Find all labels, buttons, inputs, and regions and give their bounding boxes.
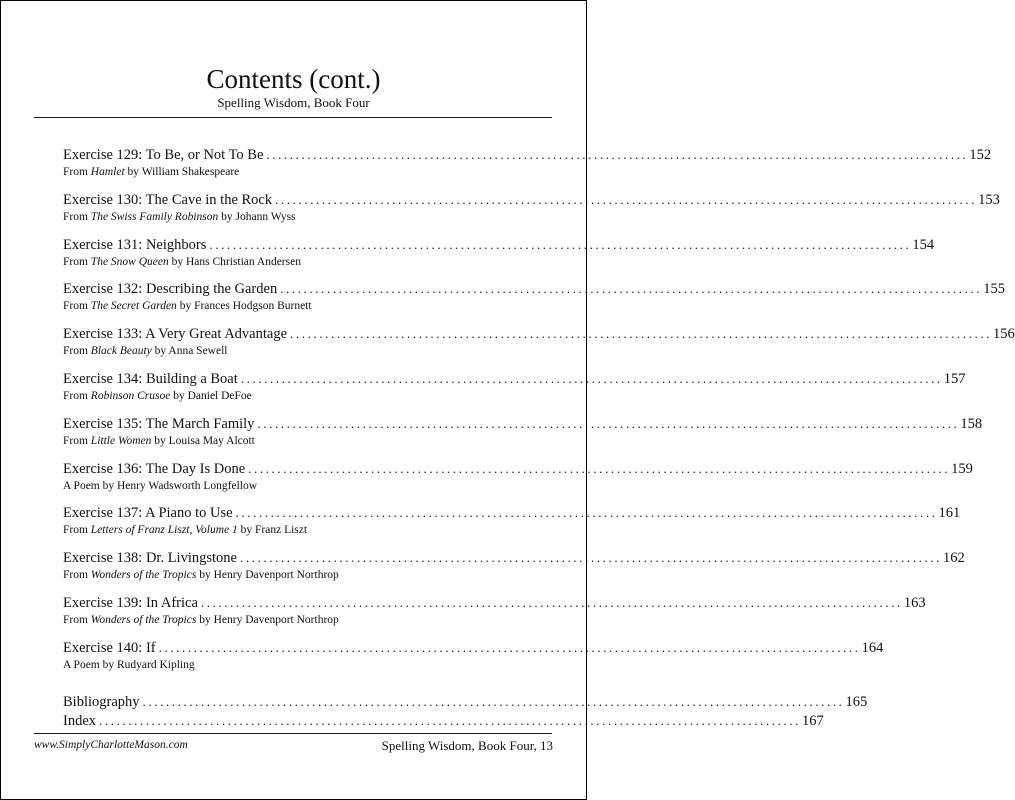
entry-title: Exercise 130: The Cave in the Rock xyxy=(63,191,273,208)
contents-entry xyxy=(63,504,961,549)
entry-title: Exercise 138: Dr. Livingstone xyxy=(63,550,237,567)
dot-leader: ........................................................................................................................ xyxy=(235,505,938,521)
source-work-title: The Snow Queen xyxy=(90,255,169,268)
dot-leader: ........................................................................................................................ xyxy=(240,370,943,386)
contents-entry xyxy=(63,370,966,415)
entry-page-number: 159 xyxy=(951,460,973,477)
entry-source: From Hamlet by William Shakespeare xyxy=(63,166,240,178)
contents-entry xyxy=(63,639,884,684)
entry-page-number: 153 xyxy=(978,191,1000,208)
header-rule xyxy=(34,117,552,118)
contents-entry xyxy=(63,191,1000,236)
entry-source: From Little Women by Louisa May Alcott xyxy=(63,434,255,447)
entry-page-number: 162 xyxy=(942,550,965,567)
entry-title: Exercise 129: To Be, or Not To Be xyxy=(63,147,264,163)
back-matter-entry xyxy=(63,693,868,712)
dot-leader: ........................................................................................................................ xyxy=(158,639,861,655)
entry-title: Exercise 134: Building a Boat xyxy=(63,370,238,387)
contents-entry xyxy=(63,146,992,191)
contents-entry xyxy=(63,549,965,594)
source-work-title: Black Beauty xyxy=(90,345,152,358)
back-matter-list xyxy=(63,693,868,731)
entry-source: A Poem by Rudyard Kipling xyxy=(63,658,195,671)
entry-page-number: 164 xyxy=(861,639,884,656)
entry-page-number: 167 xyxy=(802,713,824,729)
entry-page-number: 158 xyxy=(960,415,983,432)
dot-leader: ........................................................................................................................ xyxy=(280,281,983,297)
entry-title: Exercise 132: Describing the Garden xyxy=(63,281,278,298)
dot-leader: ........................................................................................................................ xyxy=(257,415,960,431)
dot-leader: ........................................................................................................................ xyxy=(209,236,912,252)
entry-source: From Letters of Franz Liszt, Volume 1 by Franz Liszt xyxy=(63,524,308,537)
entry-title: Index xyxy=(63,713,97,729)
contents-entry xyxy=(63,594,926,639)
dot-leader: ........................................................................................................................ xyxy=(200,594,903,610)
footer-rule xyxy=(34,733,552,734)
dot-leader: ........................................................................................................................ xyxy=(99,713,802,728)
page-subtitle: Spelling Wisdom, Book Four xyxy=(217,95,370,110)
entry-source: From The Secret Garden by Frances Hodgson Burnett xyxy=(63,300,312,313)
entry-title: Exercise 139: In Africa xyxy=(63,594,198,611)
entry-source: From The Swiss Family Robinson by Johann Wyss xyxy=(63,210,296,223)
footer-page-label: Spelling Wisdom, Book Four, 13 xyxy=(381,738,553,753)
entry-page-number: 165 xyxy=(845,694,868,710)
contents-entry xyxy=(63,415,983,460)
entry-page-number: 152 xyxy=(969,147,992,163)
contents-entry xyxy=(63,280,1005,325)
dot-leader: ........................................................................................................................ xyxy=(239,550,942,566)
contents-entry xyxy=(63,460,973,505)
entry-source: From Robinson Crusoe by Daniel DeFoe xyxy=(63,389,252,402)
source-work-title: Wonders of the Tropics xyxy=(90,613,197,626)
entry-source: From The Snow Queen by Hans Christian Andersen xyxy=(63,255,301,268)
entry-title: Exercise 133: A Very Great Advantage xyxy=(63,326,288,343)
dot-leader: ........................................................................................................................ xyxy=(266,147,969,162)
entry-title: Exercise 135: The March Family xyxy=(63,415,255,432)
entry-title: Bibliography xyxy=(63,694,140,710)
dot-leader: ........................................................................................................................ xyxy=(290,326,993,342)
entry-source: A Poem by Henry Wadsworth Longfellow xyxy=(63,479,258,492)
dot-leader: ........................................................................................................................ xyxy=(248,460,951,476)
back-matter-entry xyxy=(63,712,824,731)
dot-leader: ........................................................................................................................ xyxy=(275,191,978,207)
entry-source: From Black Beauty by Anna Sewell xyxy=(63,345,228,358)
contents-list xyxy=(63,146,1015,684)
source-work-title: The Secret Garden xyxy=(90,300,177,313)
source-work-title: Letters of Franz Liszt, Volume 1 xyxy=(90,524,238,537)
footer-website: www.SimplyCharlotteMason.com xyxy=(34,739,188,751)
entry-page-number: 154 xyxy=(912,236,935,253)
entry-source: From Wonders of the Tropics by Henry Davenport Northrop xyxy=(63,613,339,626)
entry-title: Exercise 136: The Day Is Done xyxy=(63,460,246,477)
entry-title: Exercise 131: Neighbors xyxy=(63,236,207,253)
source-work-title: Hamlet xyxy=(90,166,125,178)
entry-page-number: 163 xyxy=(903,594,926,611)
entry-page-number: 161 xyxy=(938,505,961,522)
entry-title: Exercise 140: If xyxy=(63,639,156,656)
source-work-title: Little Women xyxy=(90,434,152,447)
entry-title: Exercise 137: A Piano to Use xyxy=(63,505,233,522)
page-title: Contents (cont.) xyxy=(206,64,381,94)
source-work-title: Wonders of the Tropics xyxy=(90,569,197,582)
entry-page-number: 156 xyxy=(993,326,1015,343)
source-work-title: Robinson Crusoe xyxy=(90,389,171,402)
entry-page-number: 157 xyxy=(943,370,966,387)
entry-page-number: 155 xyxy=(983,281,1005,298)
source-work-title: The Swiss Family Robinson xyxy=(90,210,219,223)
contents-entry xyxy=(63,325,1015,370)
dot-leader: ........................................................................................................................ xyxy=(142,694,845,709)
contents-entry xyxy=(63,236,935,281)
entry-source: From Wonders of the Tropics by Henry Davenport Northrop xyxy=(63,569,339,582)
